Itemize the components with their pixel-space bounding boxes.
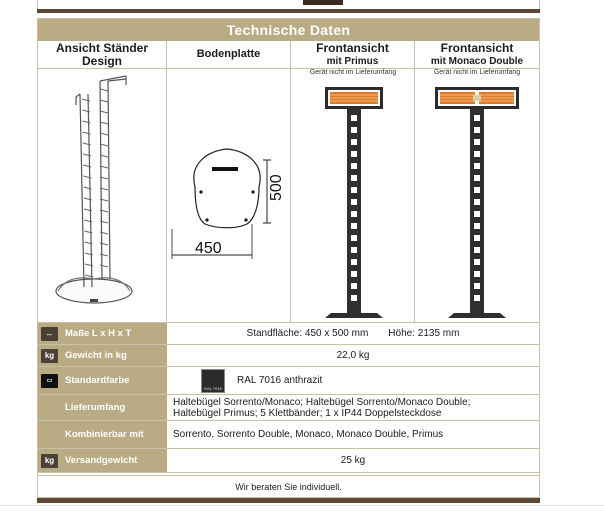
column-header-line: Design [81, 53, 122, 68]
technical-data-sheet [37, 18, 540, 498]
spec-label-text: Standardfarbe [65, 375, 130, 386]
spec-label-text: Versandgewicht [65, 455, 138, 466]
baseplate-depth-label: 500 [268, 174, 285, 201]
column-header-baseplate [167, 41, 291, 69]
ladder-rung [82, 110, 90, 112]
column-header-stand-design [38, 41, 167, 69]
stand-hole [351, 295, 357, 301]
ladder-rung [82, 121, 90, 123]
ladder-rung [100, 100, 108, 102]
stand-hole [351, 175, 357, 181]
column-header-line: Frontansicht [316, 40, 389, 55]
front-primus-image-cell [291, 69, 415, 322]
not-included-note: Gerät nicht im Lieferumfang [309, 69, 397, 76]
stand-hole [351, 115, 357, 121]
weight-icon: kg [41, 349, 58, 363]
stand-hole [474, 115, 480, 121]
spec-label [38, 421, 167, 448]
stand-hole [474, 163, 480, 169]
spec-label-text: Gewicht in kg [65, 350, 127, 361]
not-included-note: Gerät nicht im Lieferumfang [433, 69, 521, 76]
spec-label [38, 345, 167, 366]
footprint-value: Standfläche: 450 x 500 mm [246, 328, 369, 339]
spec-row-scope [38, 394, 539, 420]
front-monaco-image-cell [415, 69, 539, 322]
ladder-rung [100, 133, 108, 135]
spec-value: 22,0 kg [336, 350, 370, 361]
stand-hole [351, 271, 357, 277]
stand-hole [351, 247, 357, 253]
baseplate-width-label: 450 [195, 240, 222, 257]
spec-label [38, 367, 167, 394]
column-header-line: Ansicht Ständer [55, 40, 148, 55]
ral-swatch [201, 369, 225, 393]
stand-hole [351, 199, 357, 205]
spec-value [167, 395, 539, 420]
spec-label-text: Kombinierbar mit [65, 429, 144, 440]
ladder-rung [100, 111, 108, 113]
spec-label-text: Maße L x H x T [65, 328, 132, 339]
stand-hole [351, 235, 357, 241]
spec-value [167, 323, 539, 344]
primus-stand-drawing [291, 69, 415, 322]
stand-hole [474, 271, 480, 277]
stand-hole [474, 175, 480, 181]
stand-hole [351, 259, 357, 265]
weight-icon: kg [41, 454, 58, 468]
spec-value: 25 kg [340, 455, 366, 466]
stand-hole [474, 259, 480, 265]
spec-row-color [38, 366, 539, 394]
stand-hole [474, 235, 480, 241]
top-tab [303, 0, 343, 5]
stand-hole [474, 187, 480, 193]
stand-ladder-drawing [38, 69, 167, 322]
color-swatch-icon: ▭ [41, 374, 58, 388]
spec-label [38, 449, 167, 472]
baseplate-drawing [167, 69, 291, 322]
column-header-sub: mit Monaco Double [430, 55, 524, 67]
column-header-front-monaco [415, 41, 539, 69]
ladder-rung [100, 265, 108, 267]
baseplate-image-cell [167, 69, 291, 322]
stand-hole [474, 223, 480, 229]
spec-row-shipping [38, 448, 539, 473]
ladder-rung [100, 122, 108, 124]
ruler-icon: ↔ [41, 327, 58, 341]
bottom-rule [37, 498, 540, 503]
spec-label-text: Lieferumfang [65, 402, 126, 413]
top-rule [37, 9, 540, 13]
stand-hole [474, 151, 480, 157]
section-title: Technische Daten [38, 19, 539, 41]
column-header-line: Frontansicht [440, 40, 514, 55]
spec-value: Sorrento, Sorrento Double, Monaco, Monaco Double, Primus [173, 429, 444, 440]
stand-hole [351, 163, 357, 169]
column-header-line: Bodenplatte [196, 48, 261, 60]
stand-hole [474, 247, 480, 253]
spec-value [167, 367, 539, 394]
spec-row-weight [38, 344, 539, 366]
stand-hole [351, 127, 357, 133]
monaco-stand-drawing [415, 69, 539, 322]
column-header-front-primus [291, 41, 415, 69]
scope-line-2: Haltebügel Primus; 5 Klettbänder; 1 x IP44 Doppelsteckdose [173, 407, 442, 419]
page-divider [0, 505, 604, 506]
stand-hole [351, 139, 357, 145]
footer-note: Wir beraten Sie individuell. [38, 475, 539, 497]
stand-design-image-cell [38, 69, 167, 322]
stand-hole [351, 283, 357, 289]
stand-hole [351, 223, 357, 229]
stand-hole [474, 127, 480, 133]
ladder-rung [100, 89, 108, 91]
ladder-rung [82, 99, 90, 101]
spec-row-dimensions [38, 322, 539, 344]
stand-hole [474, 295, 480, 301]
stand-hole [474, 139, 480, 145]
spec-label [38, 323, 167, 344]
stand-hole [474, 211, 480, 217]
stand-hole [351, 187, 357, 193]
ral-swatch-text: RAL 7016 [204, 385, 222, 391]
stand-hole [351, 211, 357, 217]
height-value: Höhe: 2135 mm [388, 328, 460, 339]
spec-label [38, 395, 167, 420]
stand-hole [474, 283, 480, 289]
column-header-sub: mit Primus [326, 55, 379, 67]
color-value: RAL 7016 anthrazit [237, 375, 323, 386]
scope-line-1: Haltebügel Sorrento/Monaco; Haltebügel Sorrento/Monaco Double; [173, 396, 471, 408]
stand-hole [474, 199, 480, 205]
stand-hole [351, 151, 357, 157]
spec-row-combinable [38, 420, 539, 448]
